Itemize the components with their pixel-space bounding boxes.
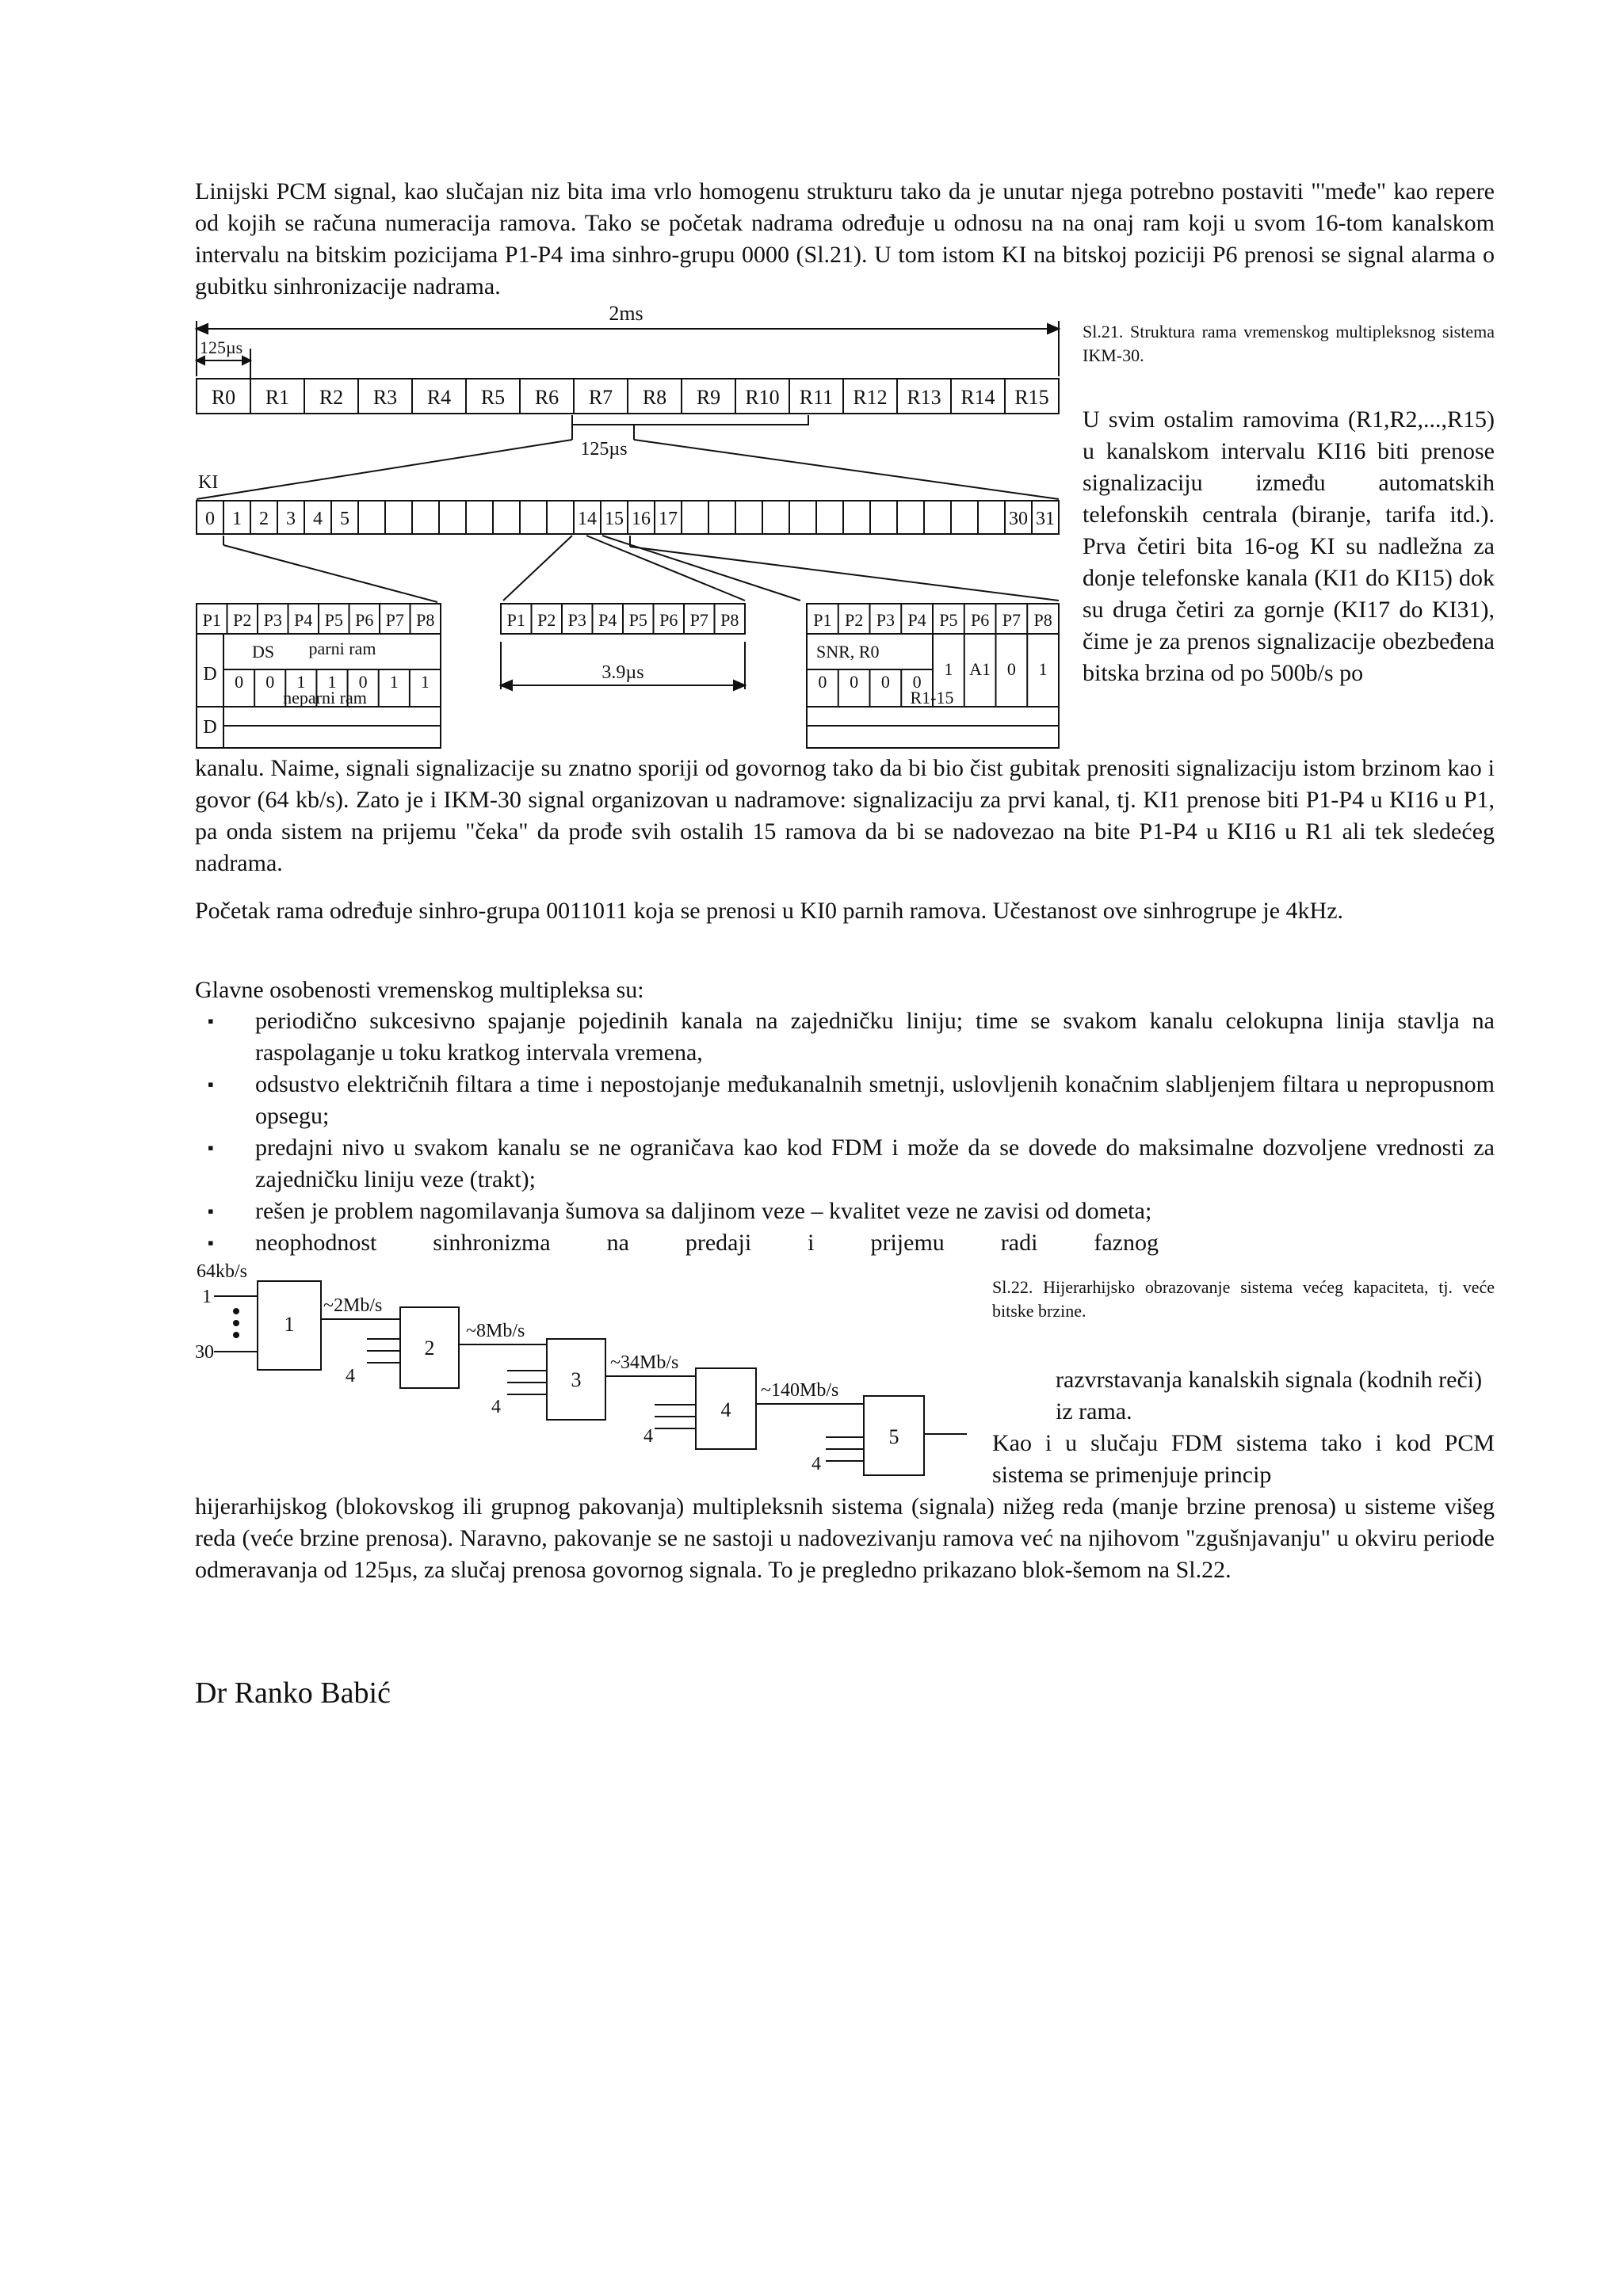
signal-bit: A1 bbox=[969, 659, 991, 679]
paragraph-intro: Linijski PCM signal, kao slučajan niz bita ima vrlo homogenu strukturu tako da je unutar njega potrebno postaviti "'međe" kao repere od kojih se računa numeracija ramova. Tako se početak nadrama određuje u odnosu na na onaj ram koji u svom 16-tom kanalskom intervalu na bitskim pozicijama P1-P4 ima sinhro-grupu 0000 (Sl.21). U tom istom KI na bitskoj poziciji P6 prenosi se signal alarma o gubitku sinhronizacije nadrama. bbox=[195, 178, 1495, 299]
sync-bit: 1 bbox=[296, 672, 306, 692]
fig22-block-4: 4 bbox=[720, 1398, 731, 1421]
snr-bit: 0 bbox=[912, 672, 922, 692]
paragraph-sorting-side: razvrstavanja kanalskih signala (kodnih reči) iz rama. bbox=[1056, 1367, 1483, 1425]
fig22-rate-8: ~8Mb/s bbox=[466, 1321, 525, 1341]
slot-cell-label: 2 bbox=[259, 509, 269, 529]
slot-cell-label: 3 bbox=[286, 509, 296, 529]
frame-cell-label: R4 bbox=[426, 386, 452, 409]
frame-cell-label: R13 bbox=[907, 386, 941, 409]
fig22-rate-2: ~2Mb/s bbox=[323, 1295, 383, 1316]
slot-cell-label: 31 bbox=[1036, 509, 1055, 529]
snr-bit: 0 bbox=[818, 672, 827, 692]
bit-position-label: P7 bbox=[385, 610, 404, 630]
frame-cell-label: R3 bbox=[372, 386, 398, 409]
frame-cell-label: R10 bbox=[745, 386, 780, 409]
fig21-125us-label: 125µs bbox=[200, 338, 243, 357]
bullet-text: predajni nivo u svakom kanalu se ne ograničava kao kod FDM i može da se dovede do maksimalne dozvoljene vrednosti za zajedničku liniju veze (trakt); bbox=[255, 1135, 1495, 1192]
bit-position-label: P8 bbox=[1033, 610, 1052, 630]
frame-cell-label: R12 bbox=[853, 386, 888, 409]
bullet-icon: ▪ bbox=[208, 1074, 214, 1094]
bit-position-label: P6 bbox=[659, 610, 678, 630]
fig21-d-label: D bbox=[203, 664, 217, 685]
frame-cell-label: R1 bbox=[265, 386, 290, 409]
fig21-ds-label: DS bbox=[251, 642, 275, 662]
bit-position-label: P5 bbox=[939, 610, 958, 630]
signal-bit: 1 bbox=[944, 659, 953, 679]
fig22-count-5: 4 bbox=[812, 1454, 821, 1474]
bit-position-label: P1 bbox=[506, 610, 525, 630]
slot-cell-label: 17 bbox=[659, 509, 678, 529]
frame-cell-label: R14 bbox=[960, 386, 995, 409]
fig22-count-2: 4 bbox=[346, 1366, 355, 1386]
slot-cell-label: 5 bbox=[340, 509, 349, 529]
snr-bit: 0 bbox=[880, 672, 890, 692]
paragraph-hierarchy: hijerarhijskog (blokovskog ili grupnog pakovanja) multipleksnih sistema (signala) nižeg reda (manje brzine prenosa) u sisteme višeg reda (veće brzine prenosa). Naravno, pakovanje se ne sastoji u nadovezivanju ramova već na njihovom "zgušnjavanju" u okviru periode odmeravanja od 125µs, za slučaj prenosa govornog signala. To je pregledno prikazano blok-šemom na Sl.22. bbox=[195, 1493, 1495, 1583]
signal-bit: 0 bbox=[1006, 659, 1016, 679]
fig22-count-4: 4 bbox=[643, 1426, 653, 1447]
bit-position-label: P8 bbox=[416, 610, 435, 630]
paragraph-hierarchy-side: Kao i u slučaju FDM sistema tako i kod PCM sistema se primenjuje princip bbox=[992, 1430, 1495, 1488]
fig22-count-3: 4 bbox=[491, 1397, 501, 1417]
slot-cell-label: 14 bbox=[578, 509, 597, 529]
bullet-text: rešen je problem nagomilavanja šumova sa daljinom veze – kvalitet veze ne zavisi od dometa; bbox=[255, 1198, 1152, 1224]
paragraph-signaling-side: U svim ostalim ramovima (R1,R2,...,R15) u kanalskom intervalu KI16 biti prenose signalizaciju između automatskih telefonskih centrala (biranje, tarifa itd.). Prva četiri bita 16-og KI su nadležna za donje telefonske kanala (KI1 do KI15) dok su druga četiri za gornje (KI17 do KI31), čime je za prenos signalizacije obezbeđena bitska brzina od po 500b/s po bbox=[1083, 406, 1495, 686]
sync-bit: 1 bbox=[389, 672, 399, 692]
fig21-d2-label: D bbox=[203, 717, 217, 738]
fig21-odd-frame-label: neparni ram bbox=[283, 688, 367, 707]
frame-cell-label: R7 bbox=[588, 386, 613, 409]
paragraph-features-intro: Glavne osobenosti vremenskog multipleksa su: bbox=[195, 977, 644, 1003]
fig21-2ms-label: 2ms bbox=[609, 302, 643, 325]
sync-bit: 1 bbox=[327, 672, 337, 692]
sync-bit: 0 bbox=[235, 672, 244, 692]
bit-position-label: P7 bbox=[689, 610, 708, 630]
bullet-text: odsustvo električnih filtara a time i nepostojanje međukanalnih smetnji, uslovljenih konačnim slabljenjem filtara u nepropusnom opsegu; bbox=[255, 1071, 1495, 1129]
snr-bit: 0 bbox=[850, 672, 859, 692]
fig21-r-range-label: R1-15 bbox=[910, 688, 954, 707]
bit-position-label: P5 bbox=[628, 610, 647, 630]
fig21-snr-label: SNR, R0 bbox=[816, 642, 880, 662]
bullet-text: periodično sukcesivno spajanje pojedinih kanala na zajedničku liniju; time se svakom kanalu celokupna linija stavlja na raspolaganje u toku kratkog intervala vremena, bbox=[255, 1008, 1495, 1066]
frame-cell-label: R2 bbox=[319, 386, 344, 409]
bit-position-label: P2 bbox=[537, 610, 556, 630]
slot-cell-label: 15 bbox=[605, 509, 624, 529]
slot-cell-label: 4 bbox=[313, 509, 323, 529]
author-signature: Dr Ranko Babić bbox=[195, 1676, 391, 1710]
fig22-rate-34: ~34Mb/s bbox=[610, 1352, 679, 1373]
bullet-text: neophodnost sinhronizma na predaji i prijemu radi faznog bbox=[255, 1230, 1159, 1256]
fig22-input-last: 30 bbox=[195, 1342, 214, 1363]
bit-position-label: P8 bbox=[720, 610, 739, 630]
bit-position-label: P5 bbox=[324, 610, 343, 630]
fig22-block-1: 1 bbox=[284, 1313, 295, 1336]
fig21-r7-duration: 125µs bbox=[580, 439, 628, 460]
fig22-block-5: 5 bbox=[888, 1425, 899, 1448]
fig21-ki-label: KI bbox=[198, 472, 219, 493]
fig22-input-rate: 64kb/s bbox=[197, 1261, 248, 1282]
sync-bit: 1 bbox=[420, 672, 430, 692]
sync-bit: 0 bbox=[265, 672, 275, 692]
slot-cell-label: 30 bbox=[1009, 509, 1028, 529]
bit-position-label: P1 bbox=[202, 610, 221, 630]
bit-position-label: P3 bbox=[876, 610, 895, 630]
fig21-even-frame-label: parni ram bbox=[308, 639, 376, 658]
bit-position-label: P4 bbox=[907, 610, 926, 630]
sync-bit: 0 bbox=[358, 672, 368, 692]
paragraph-sync-group: Početak rama određuje sinhro-grupa 0011011 koja se prenosi u KI0 parnih ramova. Učestanost ove sinhrogrupe je 4kHz. bbox=[195, 898, 1344, 924]
frame-cell-label: R5 bbox=[480, 386, 506, 409]
frame-cell-label: R0 bbox=[211, 386, 236, 409]
bit-position-label: P3 bbox=[567, 610, 586, 630]
frame-cell-label: R8 bbox=[642, 386, 667, 409]
caption-sl22: Sl.22. Hijerarhijsko obrazovanje sistema većeg kapaciteta, tj. veće bitske brzine. bbox=[992, 1277, 1495, 1321]
bullet-icon: ▪ bbox=[208, 1201, 214, 1221]
figure-sl21 bbox=[190, 301, 1070, 761]
caption-sl21: Sl.21. Struktura rama vremenskog multipleksnog sistema IKM-30. bbox=[1083, 322, 1495, 365]
bit-position-label: P4 bbox=[598, 610, 617, 630]
bullet-icon: ▪ bbox=[208, 1233, 214, 1253]
fig21-mid-duration: 3.9µs bbox=[601, 662, 644, 683]
bit-position-label: P7 bbox=[1002, 610, 1021, 630]
bullet-icon: ▪ bbox=[208, 1011, 214, 1031]
fig22-block-3: 3 bbox=[571, 1368, 582, 1391]
fig22-block-2: 2 bbox=[424, 1337, 435, 1360]
bit-position-label: P3 bbox=[263, 610, 282, 630]
frame-cell-label: R9 bbox=[696, 386, 721, 409]
fig22-rate-140: ~140Mb/s bbox=[761, 1380, 839, 1401]
bit-position-label: P2 bbox=[845, 610, 864, 630]
paragraph-signaling: kanalu. Naime, signali signalizacije su znatno sporiji od govornog tako da bi bio čist gubitak prenositi signalizaciju istom brzinom kao i govor (64 kb/s). Zato je i IKM-30 signal organizovan u nadramove: signalizaciju za prvi kanal, tj. KI1 prenose biti P1-P4 u KI16 u P1, pa onda sistem na prijemu "čeka" da prođe svih ostalih 15 ramova da bi se nadovezao na bite P1-P4 u KI16 u R1 ali tek sledećeg nadrama. bbox=[195, 755, 1495, 876]
bit-position-label: P6 bbox=[355, 610, 374, 630]
frame-cell-label: R15 bbox=[1014, 386, 1049, 409]
figure-sl22 bbox=[190, 1256, 991, 1486]
bit-position-label: P6 bbox=[971, 610, 990, 630]
frame-cell-label: R11 bbox=[799, 386, 834, 409]
slot-cell-label: 0 bbox=[205, 509, 215, 529]
bullet-icon: ▪ bbox=[208, 1138, 214, 1158]
bit-position-label: P2 bbox=[233, 610, 252, 630]
signal-bit: 1 bbox=[1038, 659, 1048, 679]
slot-cell-label: 16 bbox=[632, 509, 651, 529]
fig22-input-first: 1 bbox=[202, 1287, 212, 1307]
frame-cell-label: R6 bbox=[534, 386, 559, 409]
bit-position-label: P4 bbox=[294, 610, 313, 630]
slot-cell-label: 1 bbox=[232, 509, 242, 529]
bit-position-label: P1 bbox=[813, 610, 832, 630]
